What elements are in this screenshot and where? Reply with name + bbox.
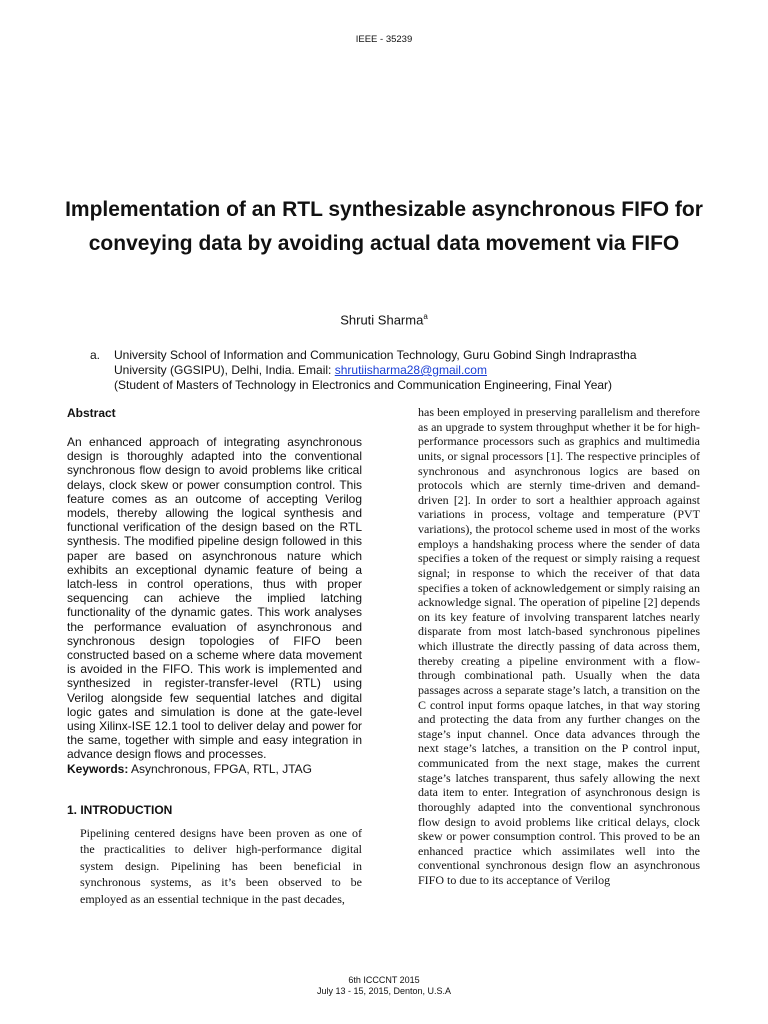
keywords-label: Keywords: bbox=[67, 761, 129, 776]
introduction-text: Pipelining centered designs have been proven as one of the practicalities to deliver high-performance digital system design. Pipelining has been beneficial in synchronous systems, as it’s been observed to be employed as an essential technique in the past decades, bbox=[80, 825, 362, 906]
author-affiliation-marker: a bbox=[423, 312, 428, 321]
footer-conference: 6th ICCCNT 2015 bbox=[348, 975, 420, 985]
introduction-heading: 1. INTRODUCTION bbox=[67, 802, 173, 817]
author-name: Shruti Sharma bbox=[340, 312, 424, 328]
paper-title: Implementation of an RTL synthesizable asynchronous FIFO for conveying data by avoiding actual data movement via FIFO bbox=[65, 198, 703, 255]
left-column bbox=[67, 406, 362, 907]
abstract-text: An enhanced approach of integrating asynchronous design is thoroughly adapted into the conventional synchronous flow design to avoid problems like critical delays, clock skew or power consumption control. This feature comes as an outcome of accepting Verilog models, thereby allowing the logical synthesis and functional verification of the design based on the RTL synthesis. The modified pipeline design followed in this paper are based on asynchronous nature which exhibits an exceptional dynamic feature of being a latch-less in control operations, thus with proper sequencing can achieve the implied latching functionality of the dynamic gates. This work analyses the performance evaluation of asynchronous and synchronous design topologies of FIFO been constructed based on a scheme where data movement is avoided in the FIFO. This work is implemented and synthesized in register-transfer-level (RTL) using Verilog alongside few sequential latches and digital logic gates and simulation is done at the gate-level using Xilinx-ISE 12.1 tool to deliver delay and power for the same, together with simple and easy integration in advance design flows and processes. bbox=[67, 435, 362, 762]
email-link[interactable]: shrutiisharma28@gmail.com bbox=[334, 363, 487, 377]
keywords-line bbox=[67, 762, 362, 776]
affiliation-text: University School of Information and Communication Technology, Guru Gobind Singh Indraprastha University (GGSIPU), Delhi, India. Email: bbox=[114, 348, 637, 377]
footer-date-location: July 13 - 15, 2015, Denton, U.S.A bbox=[316, 985, 452, 996]
footer bbox=[0, 975, 768, 996]
keywords-list: Asynchronous, FPGA, RTL, JTAG bbox=[131, 761, 312, 776]
author-line bbox=[0, 312, 768, 327]
affiliation-body bbox=[114, 348, 690, 393]
header-paper-code: IEEE - 35239 bbox=[355, 34, 413, 45]
affiliation-marker: a. bbox=[90, 348, 101, 362]
affiliation-note: (Student of Masters of Technology in Electronics and Communication Engineering, Final Year) bbox=[114, 378, 613, 392]
abstract-heading: Abstract bbox=[67, 406, 116, 420]
affiliation-block bbox=[90, 348, 690, 393]
right-column-text: has been employed in preserving parallelism and therefore as an upgrade to system throughput whether it be for high-performance processors such as graphics and multimedia units, or signal processors [1]. The respective principles of synchronous and asynchronous logics are based on protocols which are sternly time-driven and demand-driven [2]. In order to sort a healthier approach against variations in process, voltage and temperature (PVT variations), the protocol scheme used in most of the works employs a handshaking process where the sender of data specifies a token of the request or simply raising a request signal; in response to which the receiver of that data specifies a token of acknowledgement or simply raising an acknowledge signal. The operation of pipeline [2] depends on its key feature of involving transparent latches nearly disparate from most latch-based synchronous pipelines which illustrate the directly passing of data across them, thereby creating a pipeline environment with a flow-through combinational path. Usually when the data passages across a separate stage’s latch, a transition on the C control input forms opaque latches, in that way storing and protecting the data from any further changes on the stage’s input channel. Once data advances through the next stage’s latches, a transition on the P control input, communicated from the next stage, makes the current stage’s latches transparent, thus safely allowing the next data item to enter. Integration of asynchronous design is thoroughly adapted into the conventional synchronous flow design to avoid problems like critical delays, clock skew or power consumption control. This proved to be an enhanced practice which assimilates well into the conventional synchronous design flow an asynchronous FIFO to due to its acceptance of Verilog bbox=[418, 405, 700, 887]
